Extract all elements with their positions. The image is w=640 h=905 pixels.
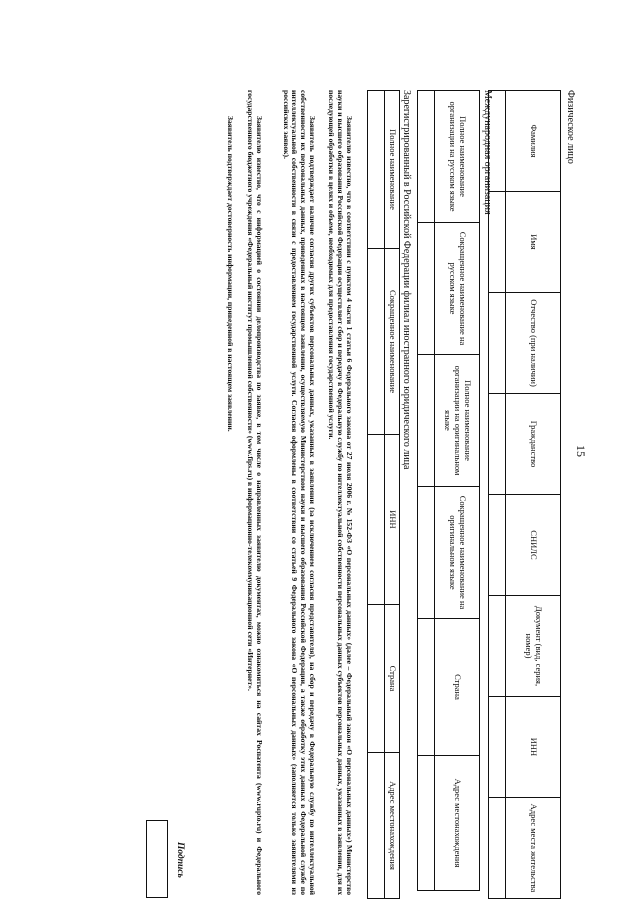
foreign-branch-table [367, 90, 400, 899]
header-short-name-ru: Сокращенное наименование на русском языке [435, 223, 480, 355]
cell-short-name-original[interactable] [418, 487, 435, 619]
cell-patronymic[interactable] [489, 293, 506, 394]
header-inn: ИНН [506, 697, 561, 798]
header-surname: Фамилия [506, 91, 561, 192]
signature-field[interactable] [146, 820, 168, 898]
cell-branch-address[interactable] [368, 753, 385, 899]
header-residence-address: Адрес места жительства [506, 798, 561, 899]
signature-label: Подпись [175, 842, 185, 878]
header-branch-address: Адрес местонахождения [385, 753, 400, 899]
foreign-branch-entry-row [368, 91, 385, 899]
header-country: Страна [435, 619, 480, 756]
header-citizenship: Гражданство [506, 394, 561, 495]
cell-country[interactable] [418, 619, 435, 756]
header-snils: СНИЛС [506, 495, 561, 596]
international-org-table [417, 90, 480, 891]
international-org-section-title: Международная организация [482, 90, 493, 215]
individual-table [488, 90, 561, 899]
case-status-info: Заявителю известно, что с информацией о состоянии делопроизводства по заявке, в том числе о направленных заявителю документах, можно ознакомиться на сайтах Роспатента (www.rupto.ru) и Федерального государственного бюджетного учреждения «Федеральный институт промышленной собственности» (www.fips.ru) в информационно-телекоммуникационной сети «Интернет». [246, 90, 264, 895]
cell-inn[interactable] [489, 697, 506, 798]
foreign-branch-header-row [385, 91, 400, 899]
cell-branch-country[interactable] [368, 605, 385, 753]
header-short-name-original: Сокращенное наименование на оригинальном языке [435, 487, 480, 619]
personal-data-notice: Заявителю известно, что в соответствии с пунктом 4 части 1 статьи 6 Федерального закона от 27 июля 2006 г. № 152-ФЗ «О персональных данных» (далее – Федеральный закон «О персональных данных») Министерство науки и высшего образования Российской Федерации осуществляет сбор и передачу в Федеральную службу по интеллектуальной собственности персональных данных субъектов персональных данных, указанных в заявлении, для их последующей обработки в целях и объеме, необходимых для предоставления государственной услуги. [327, 90, 354, 895]
consent-confirmation: Заявитель подтверждает наличие согласия других субъектов персональных данных, указанных в заявлении (за исключением согласия представителя), на сбор и передачу в Федеральную службу по интеллектуальной собственности их персональных данных, приведенных в настоящем заявлении, осуществляемую Министерством науки и высшего образования Российской Федерации, а также обработку этих данных в Федеральной службе по интеллектуальной собственности в связи с предоставлением государственной услуги. Согласия оформлены в соответствии со статьей 9 Федерального закона «О персональных данных» (заполняется только заявителями из российских заявок). [281, 90, 317, 895]
header-branch-inn: ИНН [385, 435, 400, 605]
header-location-address: Адрес местонахождения [435, 756, 480, 891]
cell-location-address[interactable] [418, 756, 435, 891]
cell-snils[interactable] [489, 495, 506, 596]
cell-branch-full-name[interactable] [368, 91, 385, 249]
individual-section-title: Физическое лицо [565, 90, 576, 164]
header-branch-full-name: Полное наименование [385, 91, 400, 249]
header-name: Имя [506, 192, 561, 293]
cell-branch-short-name[interactable] [368, 249, 385, 435]
header-branch-country: Страна [385, 605, 400, 753]
individual-header-row [506, 91, 561, 899]
cell-branch-inn[interactable] [368, 435, 385, 605]
international-org-entry-row [418, 91, 435, 891]
cell-citizenship[interactable] [489, 394, 506, 495]
header-patronymic: Отчество (при наличии) [506, 293, 561, 394]
header-full-name-ru: Полное наименование организации на русском языке [435, 91, 480, 223]
cell-full-name-original[interactable] [418, 355, 435, 487]
accuracy-confirmation: Заявитель подтверждает достоверность информации, приведенной в настоящем заявлении. [226, 116, 235, 432]
header-document: Документ (вид, серия, номер) [506, 596, 561, 697]
cell-full-name-ru[interactable] [418, 91, 435, 223]
cell-short-name-ru[interactable] [418, 223, 435, 355]
page-number: 15 [574, 445, 588, 457]
header-branch-short-name: Сокращенное наименование [385, 249, 400, 435]
cell-document[interactable] [489, 596, 506, 697]
header-full-name-original: Полное наименование организации на оригинальном языке [435, 355, 480, 487]
foreign-branch-section-title: Зарегистрированный в Российской Федерации филиал иностранного юридического лица [401, 90, 412, 470]
international-org-header-row [435, 91, 480, 891]
cell-residence-address[interactable] [489, 798, 506, 899]
